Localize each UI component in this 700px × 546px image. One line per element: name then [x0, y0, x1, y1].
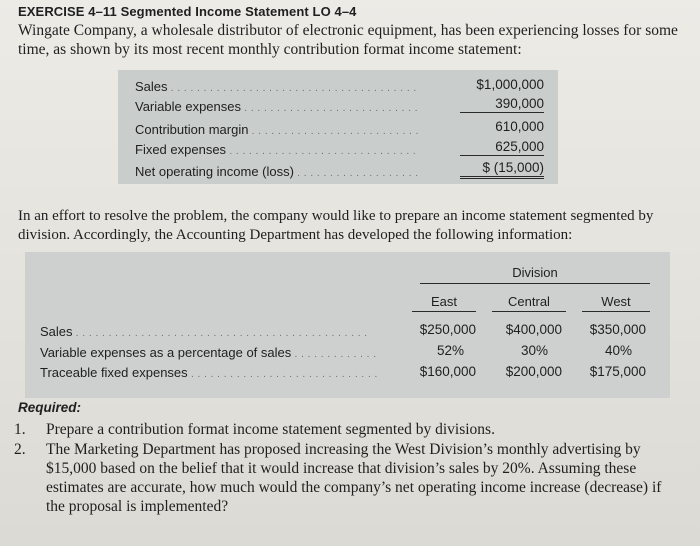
is-label-contribution-margin: Contribution margin . . .	[135, 122, 420, 137]
is-value-net-operating-income: $ (15,000)	[460, 160, 544, 179]
is-label-fixed-expenses: Fixed expenses . . .	[135, 142, 420, 157]
exercise-title: EXERCISE 4–11 Segmented Income Statement LO 4–4	[18, 4, 357, 19]
table-east-sales: $250,000	[419, 322, 476, 337]
required-item-2-number: 2.	[14, 441, 26, 458]
table-central-sales: $400,000	[505, 322, 562, 337]
is-value-sales: $1,000,000	[476, 77, 544, 92]
table-label-variable-expenses-pct: Variable expenses as a percentage of sales . . .	[40, 345, 380, 360]
table-label-traceable-fixed: Traceable fixed expenses . . .	[40, 365, 380, 380]
is-label-sales: Sales . . .	[135, 79, 420, 94]
table-east-variable-pct: 52%	[436, 343, 464, 358]
required-item-2	[14, 440, 674, 516]
table-west-variable-pct: 40%	[604, 343, 632, 358]
middle-paragraph: In an effort to resolve the problem, the company would like to prepare an income statement segmented by division. Accordingly, the Accounting Department has developed the following information:	[18, 208, 654, 243]
table-central-traceable-fixed: $200,000	[505, 364, 562, 379]
column-header-west: West	[582, 294, 650, 312]
is-value-variable-expenses: 390,000	[460, 96, 544, 113]
is-value-fixed-expenses: 625,000	[460, 139, 544, 156]
required-item-2-text: The Marketing Department has proposed increasing the West Division’s monthly advertising by $15,000 based on the belief that it would increase that division’s sales by 20%. Assuming these estimates are accurate, how much would the company’s net operating income increase (decrease) if the proposal is implemented?	[46, 441, 662, 515]
required-item-1-text: Prepare a contribution format income statement segmented by divisions.	[46, 421, 495, 438]
required-item-1-number: 1.	[14, 421, 26, 438]
intro-paragraph: Wingate Company, a wholesale distributor of electronic equipment, has been experiencing losses for some time, as shown by its most recent monthly contribution format income statement:	[18, 22, 678, 58]
is-label-variable-expenses: Variable expenses . . .	[135, 99, 420, 114]
is-value-contribution-margin: 610,000	[495, 119, 544, 134]
table-west-traceable-fixed: $175,000	[589, 364, 646, 379]
required-item-1	[14, 420, 674, 439]
column-header-east: East	[412, 294, 476, 312]
table-central-variable-pct: 30%	[520, 343, 548, 358]
table-east-traceable-fixed: $160,000	[419, 364, 476, 379]
table-label-sales: Sales . . .	[40, 324, 380, 339]
table-west-sales: $350,000	[589, 322, 646, 337]
column-header-central: Central	[492, 294, 566, 312]
division-group-header: Division	[420, 265, 650, 284]
is-label-net-operating-income: Net operating income (loss) . . .	[135, 164, 420, 179]
required-heading: Required:	[18, 400, 82, 415]
